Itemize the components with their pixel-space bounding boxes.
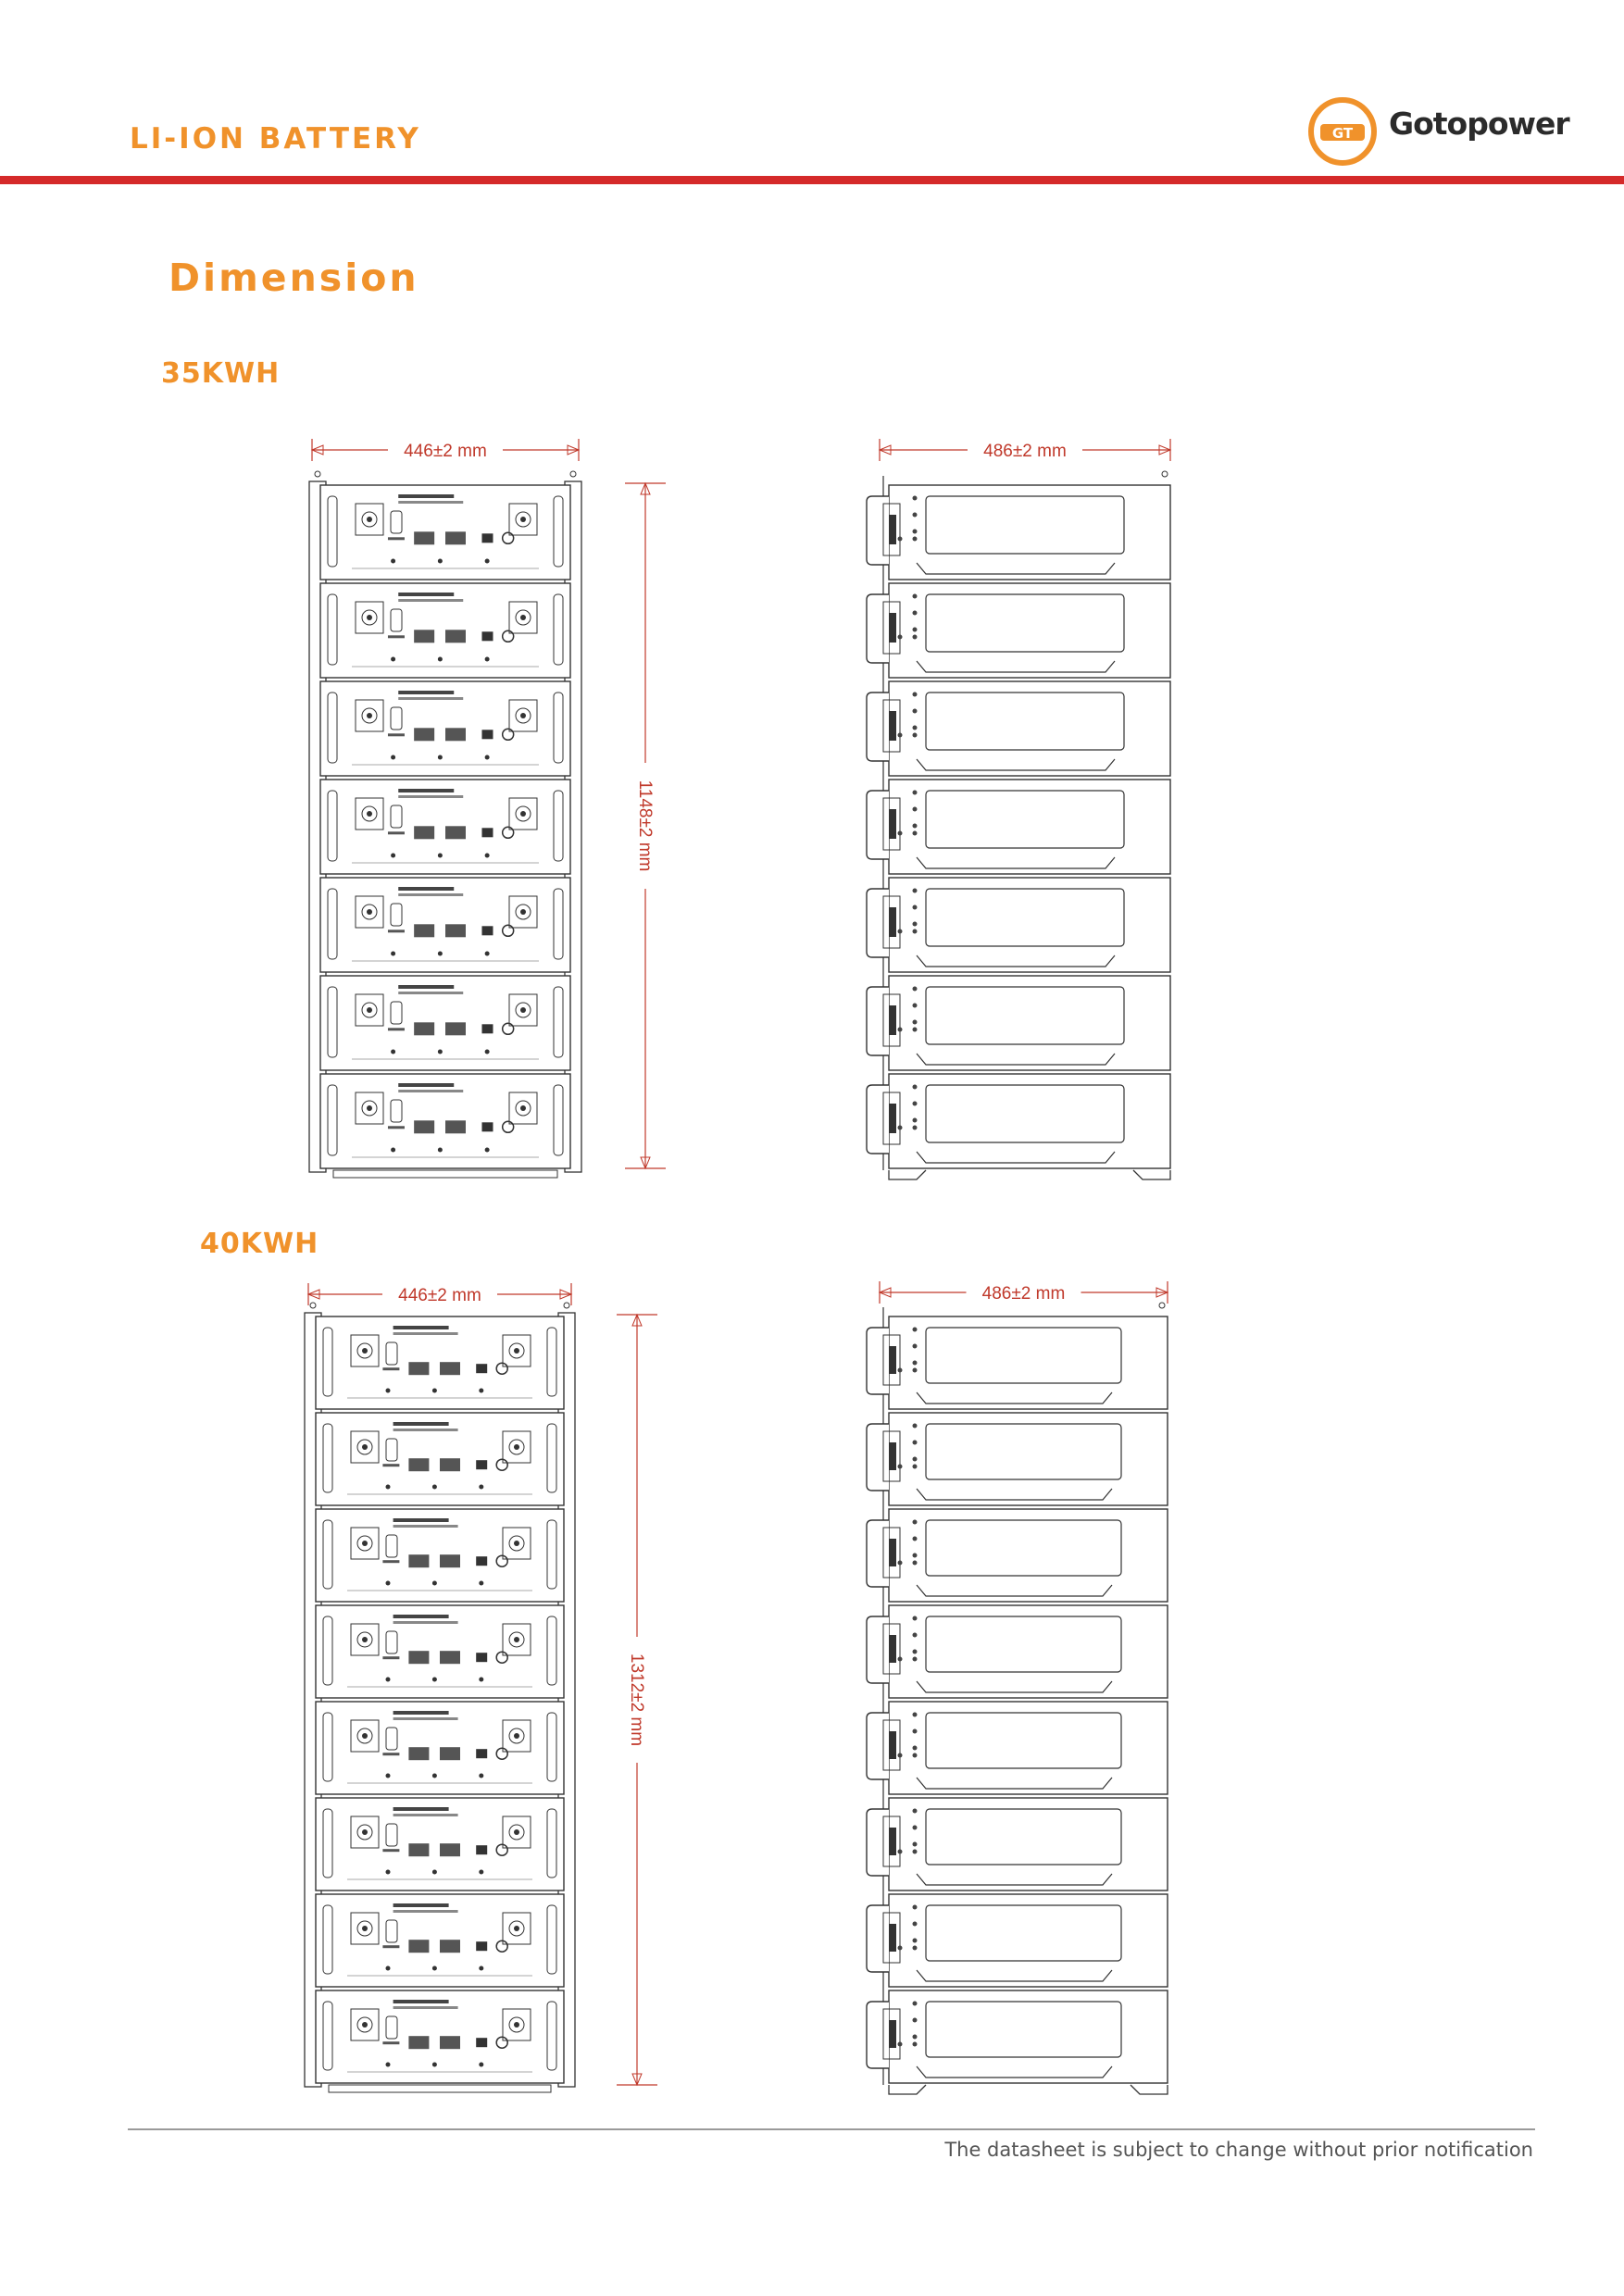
battery-module-front (316, 1798, 564, 1890)
dimension-width-35kwh (312, 439, 579, 461)
battery-module-front (316, 1990, 564, 2083)
svg-text:1148±2 mm: 1148±2 mm (635, 780, 655, 872)
battery-module-front (320, 780, 570, 874)
battery-module-front (316, 1509, 564, 1602)
dimension-depth-35kwh (880, 439, 1170, 461)
svg-text:486±2 mm: 486±2 mm (981, 1284, 1066, 1304)
battery-module-side (867, 1798, 1168, 1890)
svg-text:486±2 mm: 486±2 mm (983, 442, 1067, 461)
dimension-width-40kwh (308, 1283, 571, 1305)
svg-text:GT: GT (1331, 125, 1354, 142)
front-view-35kwh (309, 471, 581, 1178)
document-title: LI-ION BATTERY (130, 122, 421, 156)
model-title-40kwh: 40KWH (200, 1228, 319, 1260)
battery-module-side (867, 1413, 1168, 1505)
battery-module-side (867, 583, 1170, 678)
battery-module-side (867, 1074, 1170, 1168)
battery-module-front (320, 878, 570, 972)
battery-module-side (867, 1509, 1168, 1602)
dimension-height-35kwh (625, 483, 666, 1168)
battery-module-front (316, 1316, 564, 1409)
section-title: Dimension (169, 256, 419, 300)
brand-name: Gotopower (1389, 106, 1569, 142)
svg-text:1312±2 mm: 1312±2 mm (627, 1653, 646, 1747)
battery-module-front (320, 485, 570, 580)
battery-module-front (316, 1605, 564, 1698)
battery-module-front (320, 1074, 570, 1168)
battery-module-front (320, 976, 570, 1070)
battery-module-side (867, 1605, 1168, 1698)
battery-module-front (316, 1894, 564, 1987)
side-view-35kwh (867, 471, 1170, 1179)
model-title-35kwh: 35KWH (161, 357, 281, 390)
dimension-height-40kwh (617, 1315, 657, 2085)
dimension-depth-40kwh (880, 1281, 1168, 1304)
battery-module-side (867, 681, 1170, 776)
svg-text:446±2 mm: 446±2 mm (398, 1286, 481, 1305)
battery-module-front (320, 583, 570, 678)
battery-module-side (867, 1702, 1168, 1794)
battery-module-side (867, 1990, 1168, 2083)
front-view-40kwh (305, 1303, 575, 2092)
battery-module-front (316, 1413, 564, 1505)
battery-module-side (867, 780, 1170, 874)
battery-module-front (316, 1702, 564, 1794)
side-view-40kwh (867, 1303, 1168, 2094)
battery-module-side (867, 976, 1170, 1070)
footer-disclaimer: The datasheet is subject to change without prior notification (944, 2139, 1533, 2161)
battery-module-side (867, 878, 1170, 972)
battery-module-side (867, 1894, 1168, 1987)
battery-module-side (867, 1316, 1168, 1409)
battery-module-side (867, 485, 1170, 580)
battery-module-front (320, 681, 570, 776)
footer-divider (128, 2128, 1535, 2130)
svg-text:446±2 mm: 446±2 mm (404, 442, 487, 461)
